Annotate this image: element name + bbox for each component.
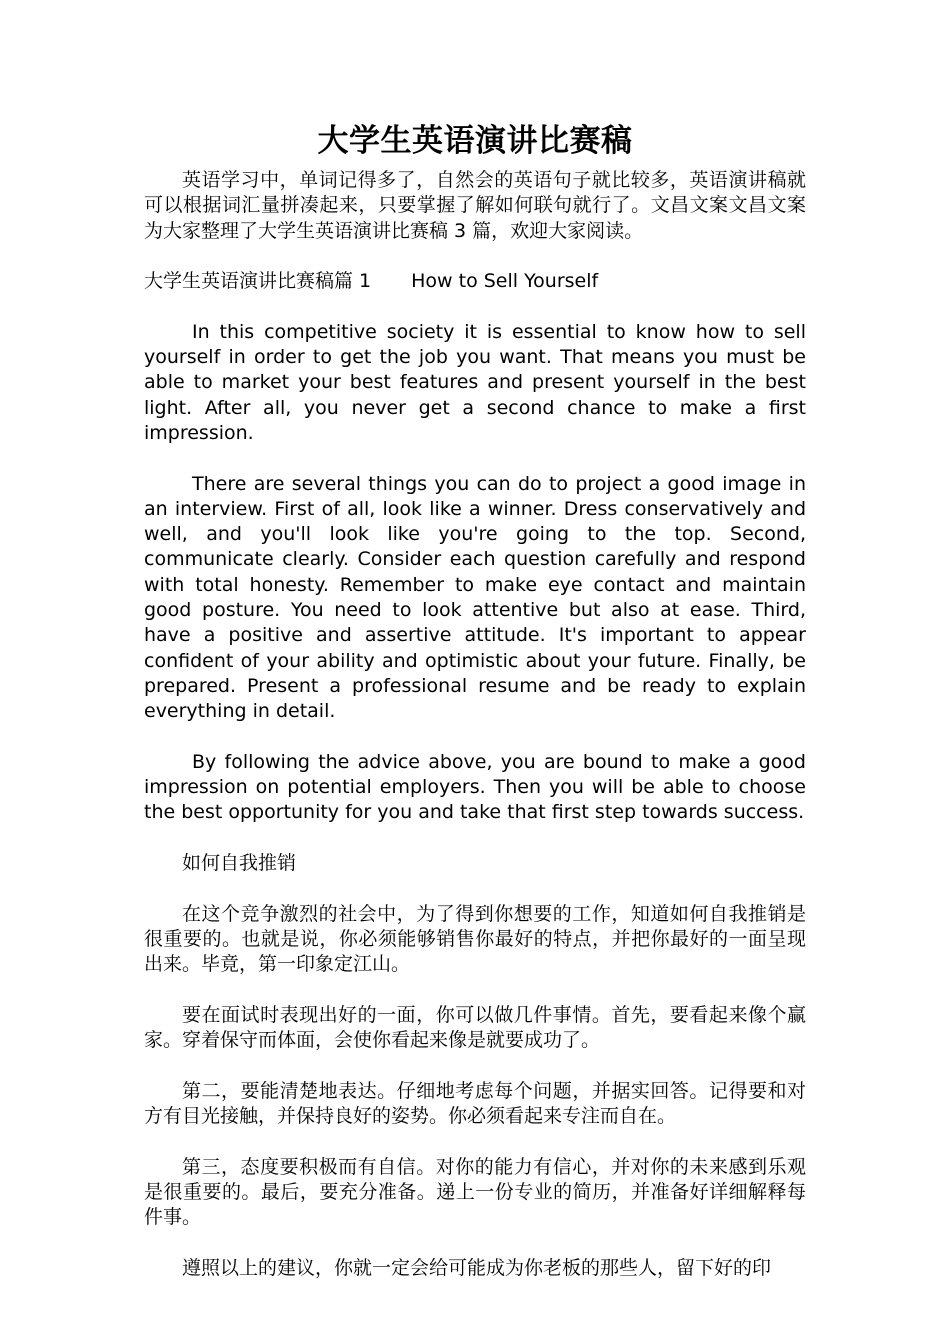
spacer — [144, 294, 806, 319]
intro-paragraph: 英语学习中，单词记得多了，自然会的英语句子就比较多，英语演讲稿就可以根据词汇量拼凑起来，只要掌握了解如何联句就行了。文昌文案文昌文案为大家整理了大学生英语演讲比赛稿 3 篇，欢迎大家阅读。 — [144, 169, 806, 242]
spacer — [144, 244, 806, 269]
cn-paragraph-4: 第三，态度要积极而有自信。对你的能力有信心，并对你的未来感到乐观是很重要的。最后，要充分准备。递上一份专业的简历，并准备好详细解释每件事。 — [144, 1155, 806, 1229]
cn-paragraph-1: 在这个竞争激烈的社会中，为了得到你想要的工作，知道如何自我推销是很重要的。也就是说，你必须能够销售你最好的特点，并把你最好的一面呈现出来。毕竟，第一印象定江山。 — [144, 902, 806, 976]
document-page — [144, 118, 806, 1281]
spacer — [144, 446, 806, 471]
en-paragraph-3: By following the advice above, you are bound to make a good impression on potential employers. Then you will be able to choose the best opportunity for you and take that first step towards success. — [144, 750, 806, 824]
cn-paragraph-3: 第二，要能清楚地表达。仔细地考虑每个问题，并据实回答。记得要和对方有目光接触，并保持良好的姿势。你必须看起来专注而自在。 — [144, 1079, 806, 1127]
section-heading — [144, 269, 806, 294]
cn-paragraph-2: 要在面试时表现出好的一面，你可以做几件事情。首先，要看起来像个赢家。穿着保守而体面，会使你看起来像是就要成功了。 — [144, 1003, 806, 1052]
en-paragraph-2: There are several things you can do to project a good image in an interview. First of all, look like a winner. Dress conservatively and well, and you'll look like you're going to the top. Second, communicate clearly. Consider each question carefully and respond with total honesty. Remember to make eye contact and maintain good posture. You need to look attentive but also at ease. Third, have a positive and assertive attitude. It's important to appear confident of your ability and optimistic about your future. Finally, be prepared. Present a professional resume and be ready to explain everything in detail. — [144, 472, 806, 723]
spacer — [144, 826, 806, 851]
cn-paragraph-5: 遵照以上的建议，你就一定会给可能成为你老板的那些人，留下好的印 — [182, 1256, 772, 1279]
spacer — [144, 1129, 806, 1154]
spacer — [144, 978, 806, 1003]
spacer — [144, 1053, 806, 1078]
spacer — [144, 1230, 806, 1255]
spacer — [144, 876, 806, 901]
section-title-cn: 如何自我推销 — [182, 852, 297, 875]
spacer — [144, 725, 806, 750]
en-paragraph-1: In this competitive society it is essential to know how to sell yourself in order to get the job you want. That means you must be able to market your best features and present yourself in the best light. After all, you never get a second chance to make a first impression. — [144, 320, 806, 444]
section-label: 大学生英语演讲比赛稿篇 1 — [144, 270, 372, 293]
section-title-en: How to Sell Yourself — [411, 270, 599, 293]
document-title: 大学生英语演讲比赛稿 — [317, 123, 633, 159]
